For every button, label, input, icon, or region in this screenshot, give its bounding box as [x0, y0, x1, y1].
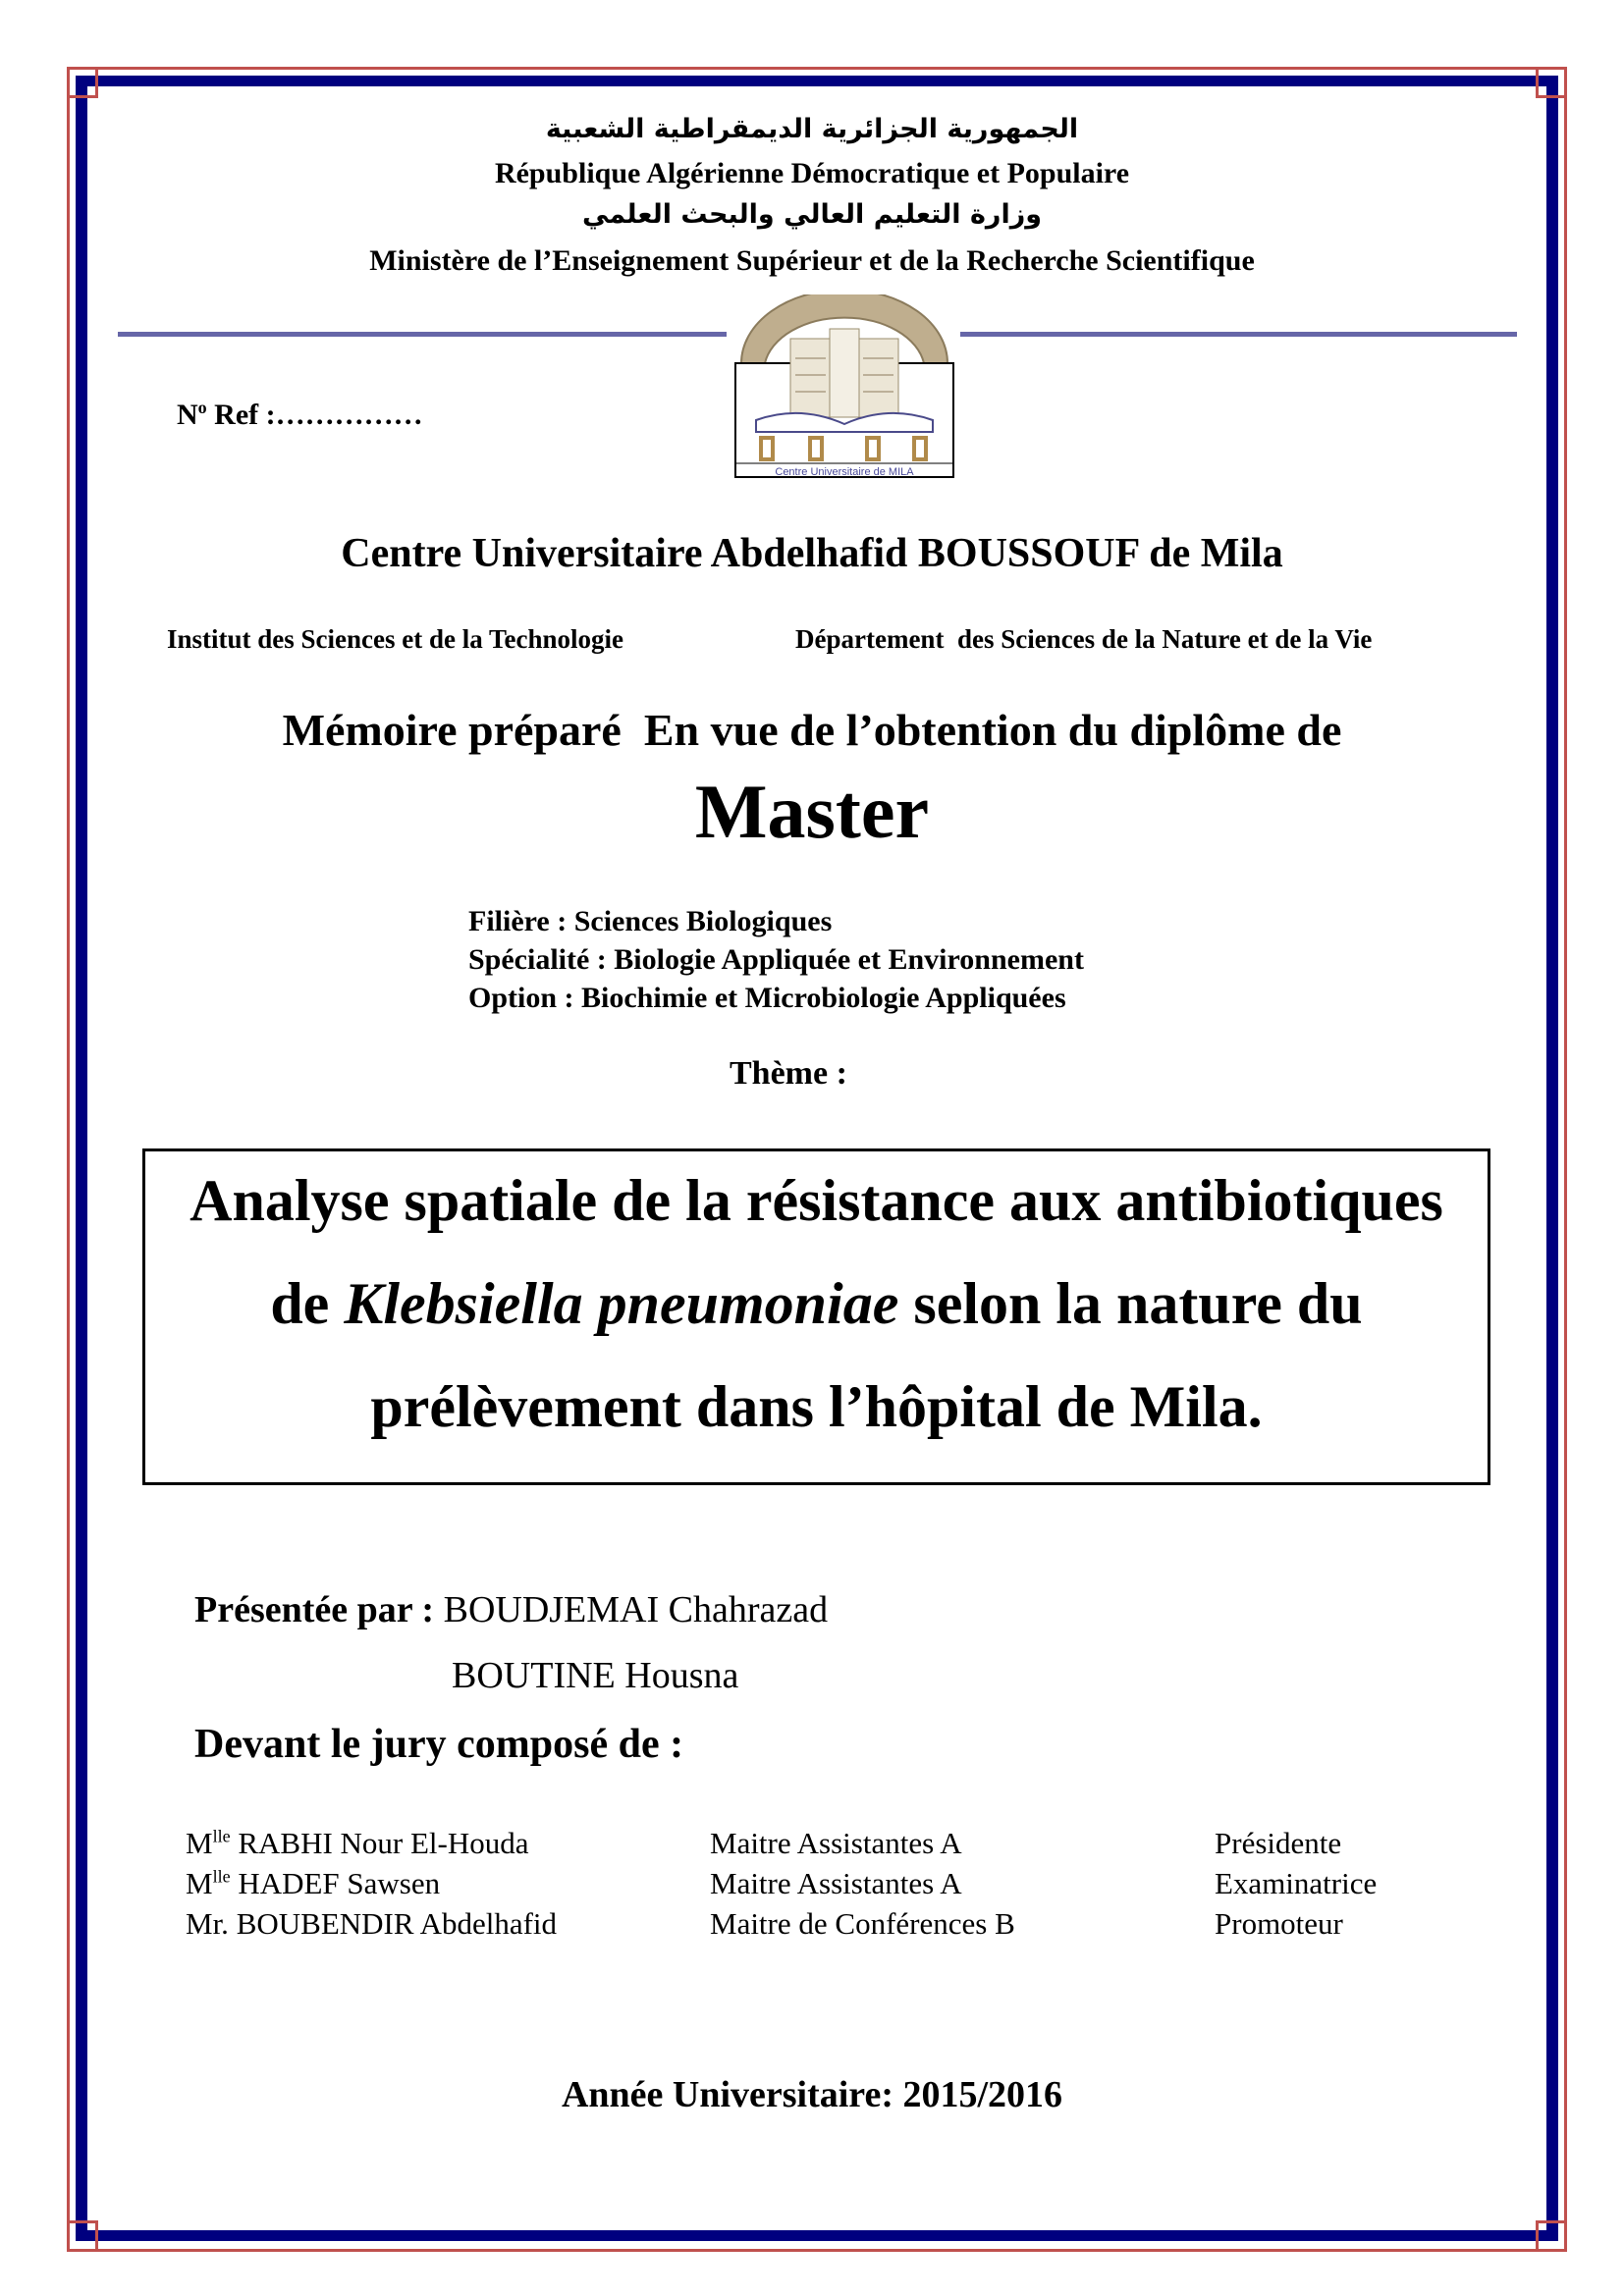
species-name: Klebsiella pneumoniae	[344, 1271, 899, 1336]
ref-sup: o	[197, 398, 207, 417]
jury-name: HADEF Sawsen	[230, 1866, 441, 1900]
jury-member-name	[186, 1866, 440, 1901]
header-rule-right	[960, 332, 1517, 337]
jury-name: BOUBENDIR Abdelhafid	[228, 1906, 558, 1941]
presented-label: Présentée par :	[194, 1589, 444, 1630]
author-1: BOUDJEMAI Chahrazad	[443, 1589, 829, 1630]
jury-member-grade: Maitre Assistantes A	[710, 1826, 962, 1860]
institute-name: Institut des Sciences et de la Technologie	[167, 624, 624, 654]
jury-title: M	[186, 1826, 213, 1860]
logo-caption: Centre Universitaire de MILA	[775, 466, 914, 478]
degree-title: Master	[694, 769, 930, 854]
republic-name: République Algérienne Démocratique et Populaire	[494, 157, 1130, 189]
memoire-statement: Mémoire préparé En vue de l’obtention du diplôme de	[282, 705, 1342, 755]
university-name: Centre Universitaire Abdelhafid BOUSSOUF de Mila	[341, 531, 1283, 576]
title-line-2	[145, 1270, 1488, 1338]
jury-title: Mr.	[186, 1906, 229, 1941]
reference-number	[177, 398, 423, 432]
arabic-republic: الجمهورية الجزائرية الديمقراطية الشعبية	[545, 114, 1079, 144]
title-line-2-post: selon la nature du	[898, 1271, 1363, 1336]
program-details	[468, 902, 1084, 1017]
ref-label: N	[177, 399, 198, 431]
jury-heading: Devant le jury composé de :	[194, 1722, 684, 1767]
ref-dots: Ref :……………	[206, 399, 423, 431]
jury-member-role: Promoteur	[1215, 1906, 1343, 1941]
ministry-name: Ministère de l’Enseignement Supérieur et de la Recherche Scientifique	[369, 244, 1255, 277]
jury-title-sup: lle	[212, 1826, 231, 1846]
jury-title: M	[186, 1866, 213, 1900]
author-2: BOUTINE Housna	[452, 1655, 739, 1696]
specialite: Spécialité : Biologie Appliquée et Environnement	[468, 943, 1084, 976]
jury-member-name	[186, 1826, 529, 1861]
jury-name: RABHI Nour El-Houda	[230, 1826, 529, 1860]
university-logo	[731, 294, 957, 481]
department-name: Département des Sciences de la Nature et de la Vie	[795, 624, 1373, 654]
corner-ornament	[67, 67, 98, 98]
title-line-2-pre: de	[270, 1271, 345, 1336]
corner-ornament	[67, 2220, 98, 2252]
corner-ornament	[1536, 2220, 1567, 2252]
presented-by	[194, 1588, 828, 1631]
option: Option : Biochimie et Microbiologie Appliquées	[468, 982, 1066, 1014]
header-rule-left	[118, 332, 727, 337]
corner-ornament	[1536, 67, 1567, 98]
theme-label: Thème :	[730, 1055, 847, 1092]
jury-member-grade: Maitre de Conférences B	[710, 1906, 1015, 1941]
title-line-1: Analyse spatiale de la résistance aux antibiotiques	[189, 1168, 1443, 1233]
jury-member-name	[186, 1906, 557, 1942]
academic-year: Année Universitaire: 2015/2016	[561, 2074, 1063, 2115]
jury-member-role: Présidente	[1215, 1826, 1342, 1860]
title-line-3: prélèvement dans l’hôpital de Mila.	[370, 1374, 1263, 1439]
jury-member-grade: Maitre Assistantes A	[710, 1866, 962, 1900]
jury-title-sup: lle	[212, 1866, 231, 1887]
arabic-ministry: وزارة التعليم العالي والبحث العلمي	[581, 199, 1043, 230]
jury-member-role: Examinatrice	[1215, 1866, 1378, 1900]
thesis-title-box	[142, 1148, 1490, 1485]
filiere: Filière : Sciences Biologiques	[468, 905, 833, 937]
